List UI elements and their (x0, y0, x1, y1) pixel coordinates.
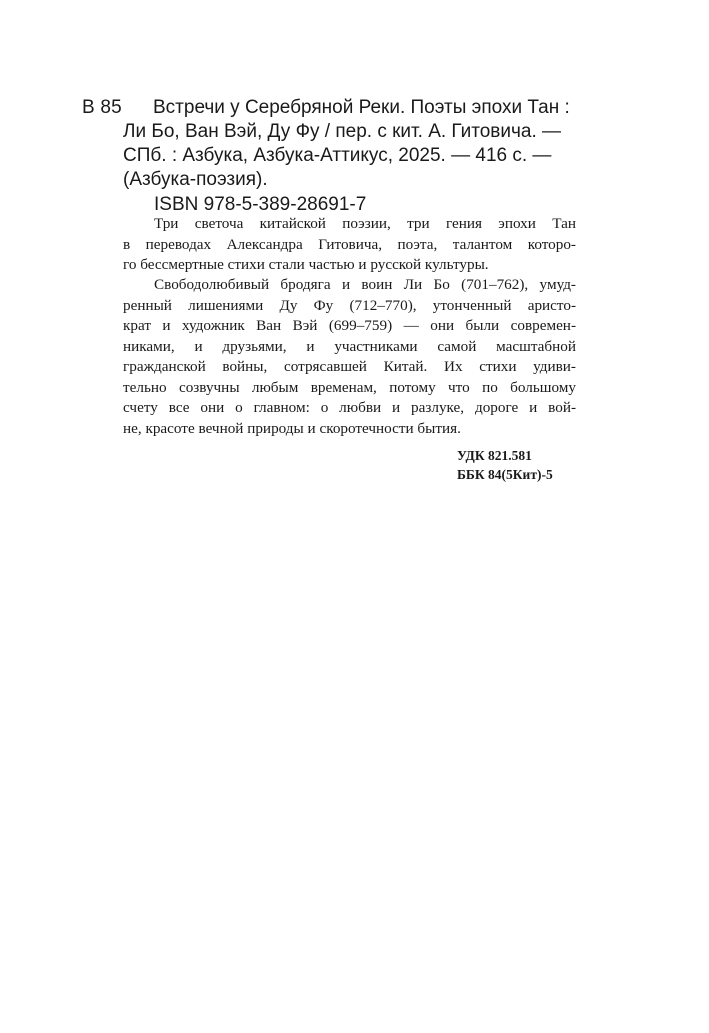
entry-line-4: (Азбука-поэзия). (123, 169, 268, 190)
annotation-line: не, красоте вечной природы и скоротечности бытия. (123, 419, 461, 437)
annotation-paragraph-1 (123, 214, 576, 276)
annotation-line: в переводах Александра Гитовича, поэта, талантом которо- (123, 235, 576, 253)
annotation-paragraph-2 (123, 275, 576, 439)
annotation-line: крат и художник Ван Вэй (699–759) — они были современ- (123, 317, 576, 334)
annotation-line: тельно созвучны любым временам, потому что по большому (123, 378, 576, 396)
annotation-line: гражданской войны, сотрясавшей Китай. Их стихи удиви- (123, 358, 576, 375)
classification-codes (457, 446, 553, 484)
annotation-line: го бессмертные стихи стали частью и русской культуры. (123, 256, 489, 273)
isbn: ISBN 978-5-389-28691-7 (154, 194, 367, 215)
entry-line-3: СПб. : Азбука, Азбука-Аттикус, 2025. — 416 с. — (123, 145, 552, 166)
entry-line-2: Ли Бо, Ван Вэй, Ду Фу / пер. с кит. А. Гитовича. — (123, 121, 562, 142)
annotation-line: никами, и друзьями, и участниками самой масштабной (123, 337, 576, 355)
annotation-line: счету все они о главном: о любви и разлуке, дороге и вой- (123, 399, 576, 416)
bibliographic-entry (123, 96, 576, 192)
annotation-line: Три светоча китайской поэзии, три гения эпохи Тан (154, 215, 576, 232)
entry-line-1: Встречи у Серебряной Реки. Поэты эпохи Тан : (153, 97, 570, 118)
bbk-code: ББК 84(5Кит)-5 (457, 467, 553, 482)
catalog-code: В 85 (82, 97, 122, 118)
annotation-line: ренный лишениями Ду Фу (712–770), утонченный аристо- (123, 296, 576, 314)
annotation-line: Свободолюбивый бродяга и воин Ли Бо (701–762), умуд- (154, 276, 576, 293)
udk-code: УДК 821.581 (457, 448, 532, 463)
